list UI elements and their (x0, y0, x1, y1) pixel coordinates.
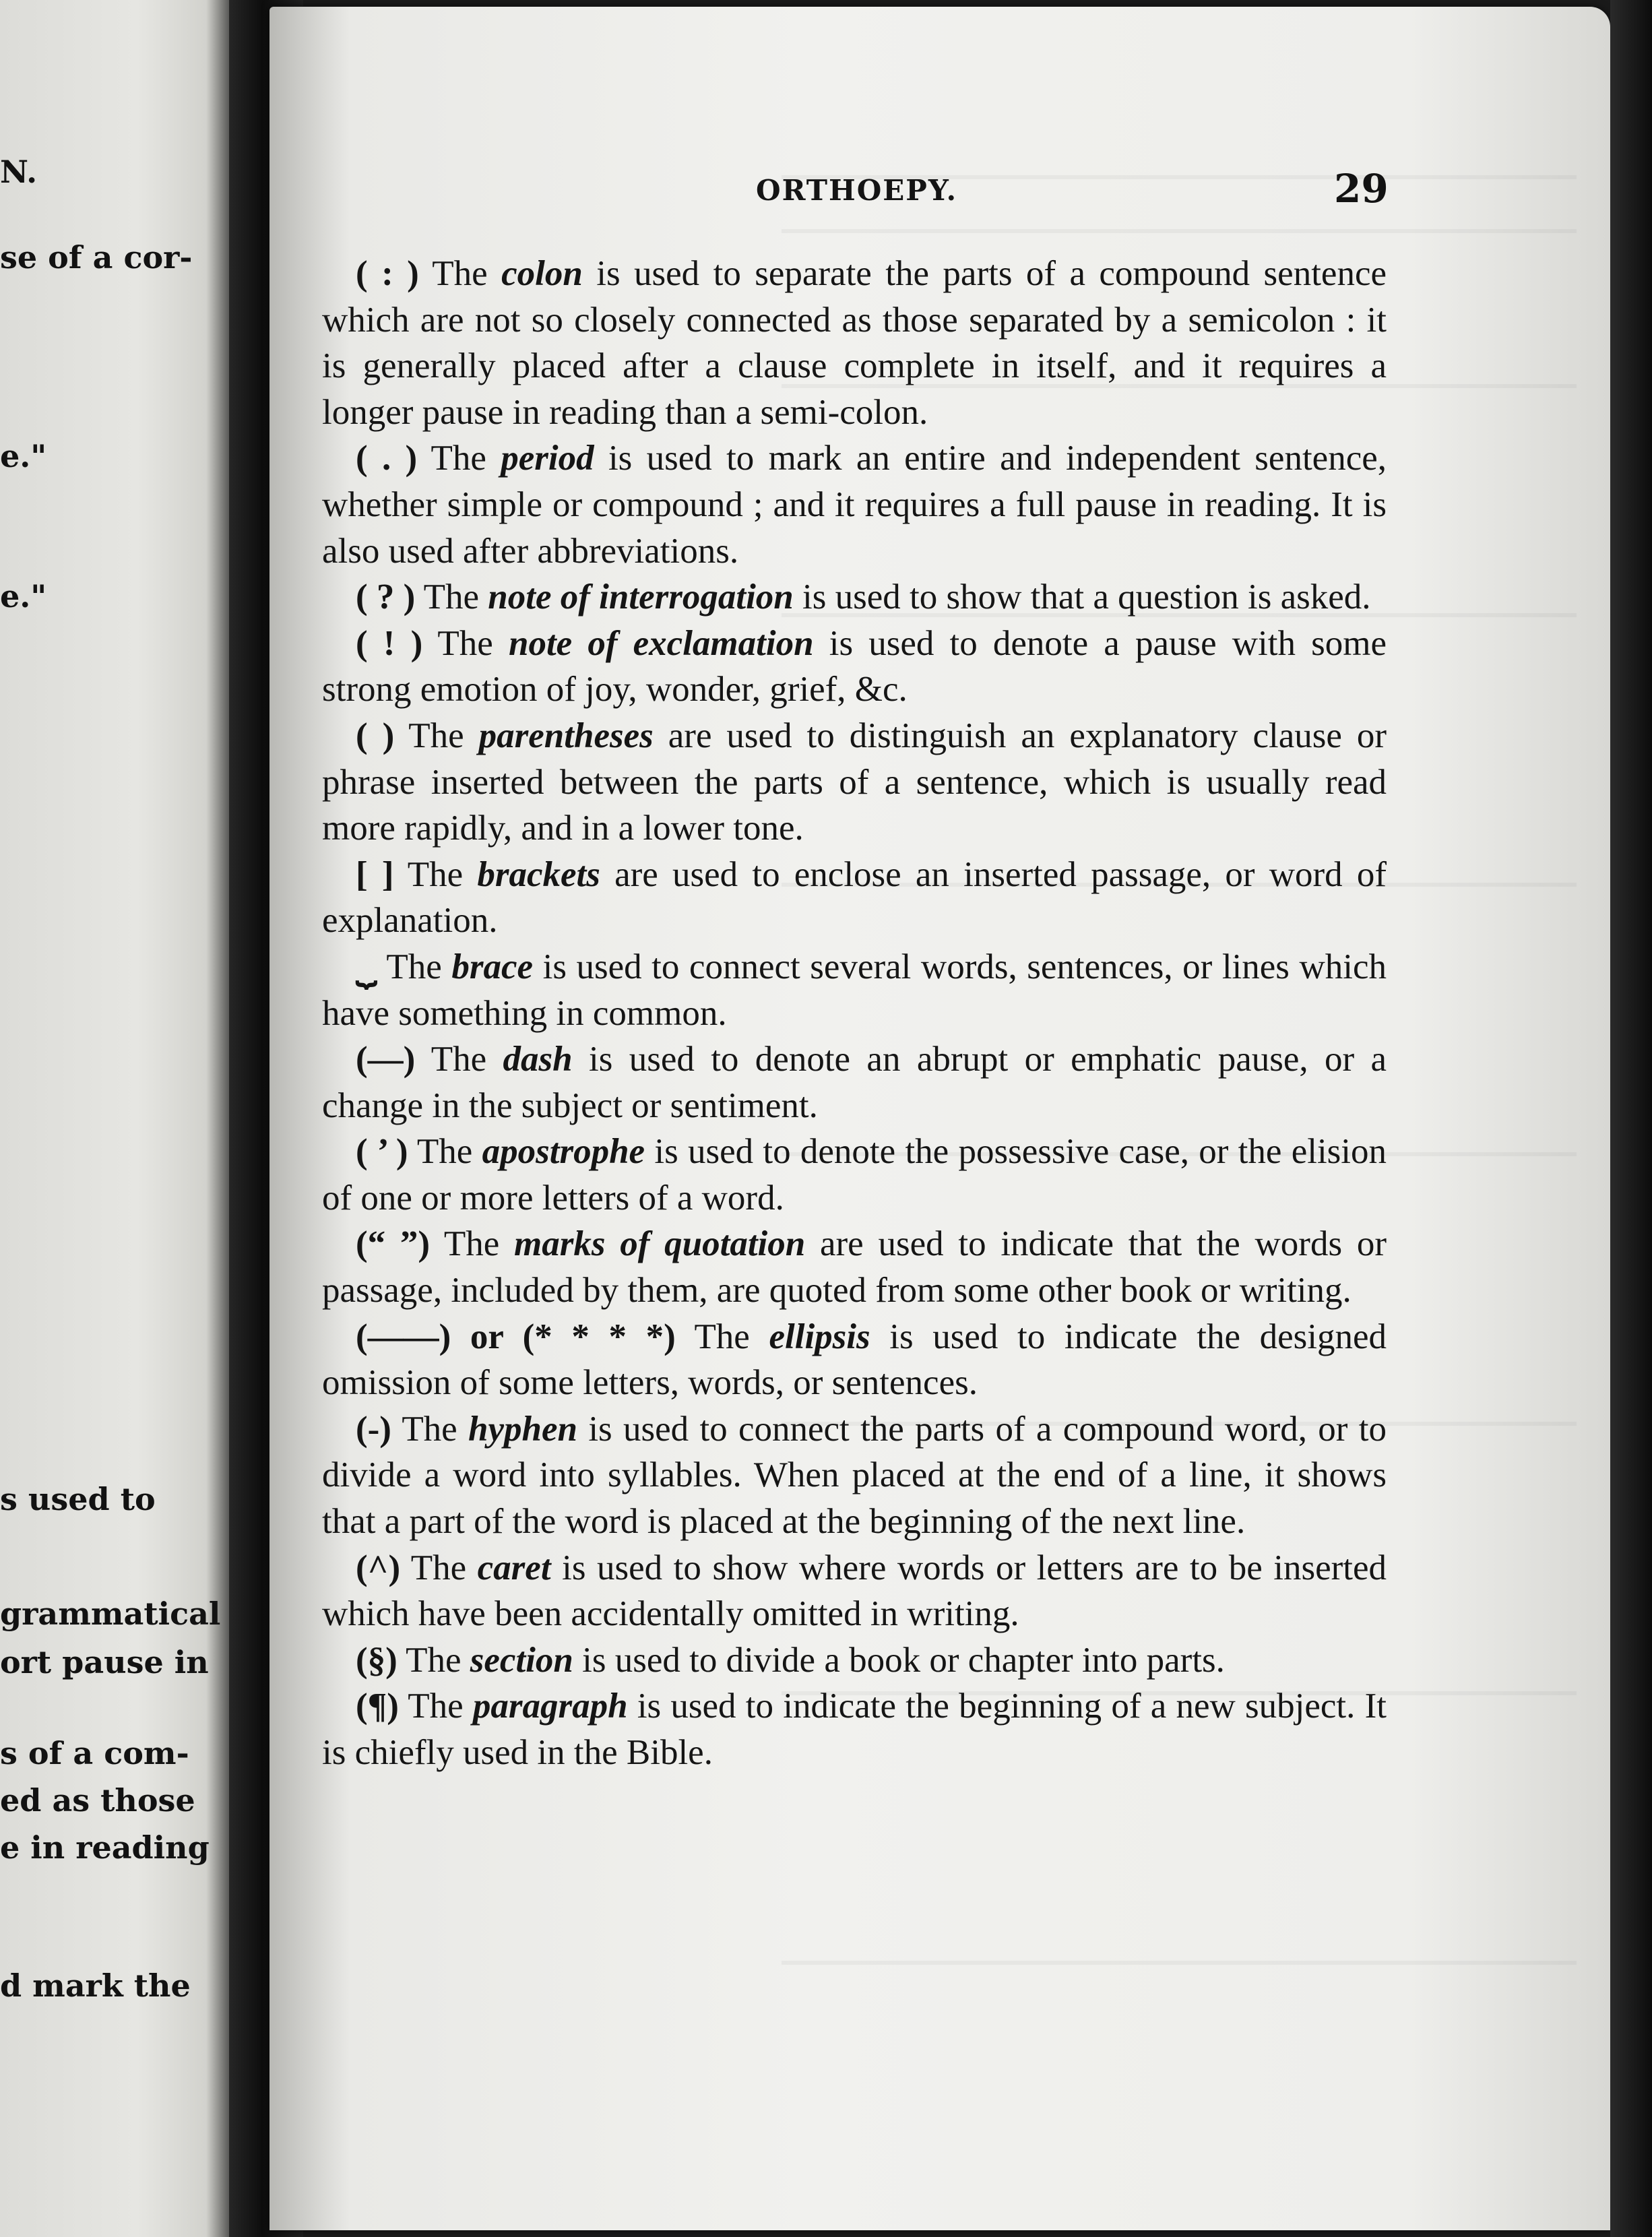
entry-text: is used to divide a book or chapter into parts. (582, 1640, 1225, 1680)
left-page-line: d mark the (0, 1967, 191, 2004)
entry-text: is used to denote the possessive case, or the elision of one or more letters of a word. (322, 1132, 1387, 1218)
page-body (322, 251, 1387, 1776)
punctuation-symbol: (§) (356, 1640, 398, 1680)
punctuation-symbol: ( ? ) (356, 577, 416, 617)
entry-dash (322, 1036, 1387, 1129)
entry-term: parentheses (478, 716, 654, 755)
entry-text: is used to separate the parts of a compound sentence which are not so closely connected as those separated by a semicolon : it is generally placed after a clause complete in itself, and it requires a longer pause in reading than a semi-colon. (322, 254, 1387, 432)
entry-lead: The (437, 623, 493, 663)
entry-text: is used to mark an entire and independent sentence, whether simple or compound ; and it requires a full pause in reading. It is also used after abbreviations. (322, 439, 1387, 571)
entry-term: apostrophe (482, 1132, 645, 1172)
entry-brace (322, 944, 1387, 1036)
entry-term: marks of quotation (514, 1224, 806, 1264)
entry-term: note of interrogation (488, 577, 794, 617)
left-page-line: e." (0, 578, 47, 615)
left-page-line: s used to (0, 1481, 156, 1517)
left-page-line: grammatical (0, 1596, 221, 1632)
entry-quotation (322, 1221, 1387, 1313)
punctuation-symbol: ( . ) (356, 439, 418, 478)
entry-lead: The (416, 1132, 473, 1172)
left-page-line: e." (0, 438, 47, 474)
entry-term: hyphen (468, 1409, 578, 1449)
entry-lead: The (432, 254, 488, 293)
entry-text: is used to indicate the designed omission of some letters, words, or sentences. (322, 1317, 1387, 1403)
entry-lead: The (408, 1687, 464, 1726)
entry-term: section (470, 1640, 573, 1680)
entry-lead: The (408, 716, 464, 755)
entry-text: is used to connect the parts of a compound word, or to divide a word into syllables. When placed at the end of a line, it shows that a part of the word is placed at the beginning of the next line. (322, 1409, 1387, 1542)
entry-period (322, 435, 1387, 574)
entry-lead: The (402, 1409, 457, 1449)
entry-section (322, 1637, 1387, 1684)
punctuation-symbol: (^) (356, 1548, 401, 1587)
entry-text: is used to connect several words, sentences, or lines which have something in common. (322, 947, 1387, 1033)
entry-exclamation (322, 621, 1387, 713)
entry-term: ellipsis (769, 1317, 870, 1356)
left-page-line: s of a com- (0, 1735, 189, 1771)
left-page-line: ort pause in (0, 1644, 209, 1680)
entry-brackets (322, 852, 1387, 944)
punctuation-symbol: (-) (356, 1409, 391, 1449)
entry-text: are used to distinguish an explanatory clause or phrase inserted between the parts of a sentence, which is usually read more rapidly, and in a lower tone. (322, 716, 1387, 848)
entry-term: brace (451, 947, 534, 986)
entry-term: paragraph (472, 1687, 628, 1726)
entry-text: is used to indicate the beginning of a new subject. It is chiefly used in the Bible. (322, 1687, 1387, 1772)
brace-icon: ⏟ (356, 947, 377, 986)
entry-lead: The (410, 1548, 467, 1587)
punctuation-symbol: [ ] (356, 854, 394, 894)
punctuation-symbol: (——) or (* * * *) (356, 1317, 676, 1356)
punctuation-symbol: (¶) (356, 1687, 399, 1726)
entry-interrogation (322, 574, 1387, 621)
entry-lead: The (431, 439, 486, 478)
entry-parentheses (322, 713, 1387, 852)
entry-colon (322, 251, 1387, 435)
punctuation-symbol: ( ) (356, 716, 395, 755)
entry-lead: The (406, 1640, 462, 1680)
punctuation-symbol: ( ! ) (356, 623, 423, 663)
entry-paragraph (322, 1683, 1387, 1775)
entry-term: colon (501, 254, 583, 293)
entry-term: note of exclamation (508, 623, 814, 663)
left-page-line: e in reading (0, 1829, 210, 1866)
left-page-line: ed as those (0, 1782, 195, 1819)
entry-hyphen (322, 1406, 1387, 1545)
left-page-line: se of a cor- (0, 239, 193, 276)
entry-lead: The (443, 1224, 500, 1264)
entry-ellipsis (322, 1314, 1387, 1406)
previous-page-fragment (0, 0, 229, 2237)
entry-text: is used to denote a pause with some strong emotion of joy, wonder, grief, &c. (322, 623, 1387, 710)
scan-right-edge (1610, 0, 1652, 2237)
entry-term: brackets (477, 854, 600, 894)
entry-term: dash (503, 1040, 573, 1079)
punctuation-symbol: ( ’ ) (356, 1132, 408, 1172)
entry-caret (322, 1545, 1387, 1637)
entry-text: is used to show where words or letters are to be inserted which have been accidentally omitted in writing. (322, 1548, 1387, 1634)
entry-apostrophe (322, 1129, 1387, 1221)
entry-term: period (501, 439, 594, 478)
entry-lead: The (407, 854, 464, 894)
entry-lead: The (694, 1317, 750, 1356)
entry-lead: The (431, 1040, 487, 1079)
running-head: ORTHOEPY. (756, 174, 958, 207)
book-page (269, 7, 1610, 2230)
punctuation-symbol: (“ ”) (356, 1224, 431, 1264)
entry-lead: The (423, 577, 480, 617)
left-page-line: N. (0, 154, 38, 190)
punctuation-symbol: ( : ) (356, 254, 419, 293)
entry-text: is used to denote an abrupt or emphatic pause, or a change in the subject or sentiment. (322, 1040, 1387, 1125)
entry-text: are used to enclose an inserted passage, or word of explanation. (322, 854, 1387, 941)
page-number: 29 (1334, 166, 1389, 212)
entry-text: are used to indicate that the words or passage, included by them, are quoted from some other book or writing. (322, 1224, 1387, 1311)
punctuation-symbol: (—) (356, 1040, 416, 1079)
entry-term: caret (477, 1548, 551, 1587)
entry-lead: The (386, 947, 442, 986)
entry-text: is used to show that a question is asked. (802, 577, 1371, 617)
